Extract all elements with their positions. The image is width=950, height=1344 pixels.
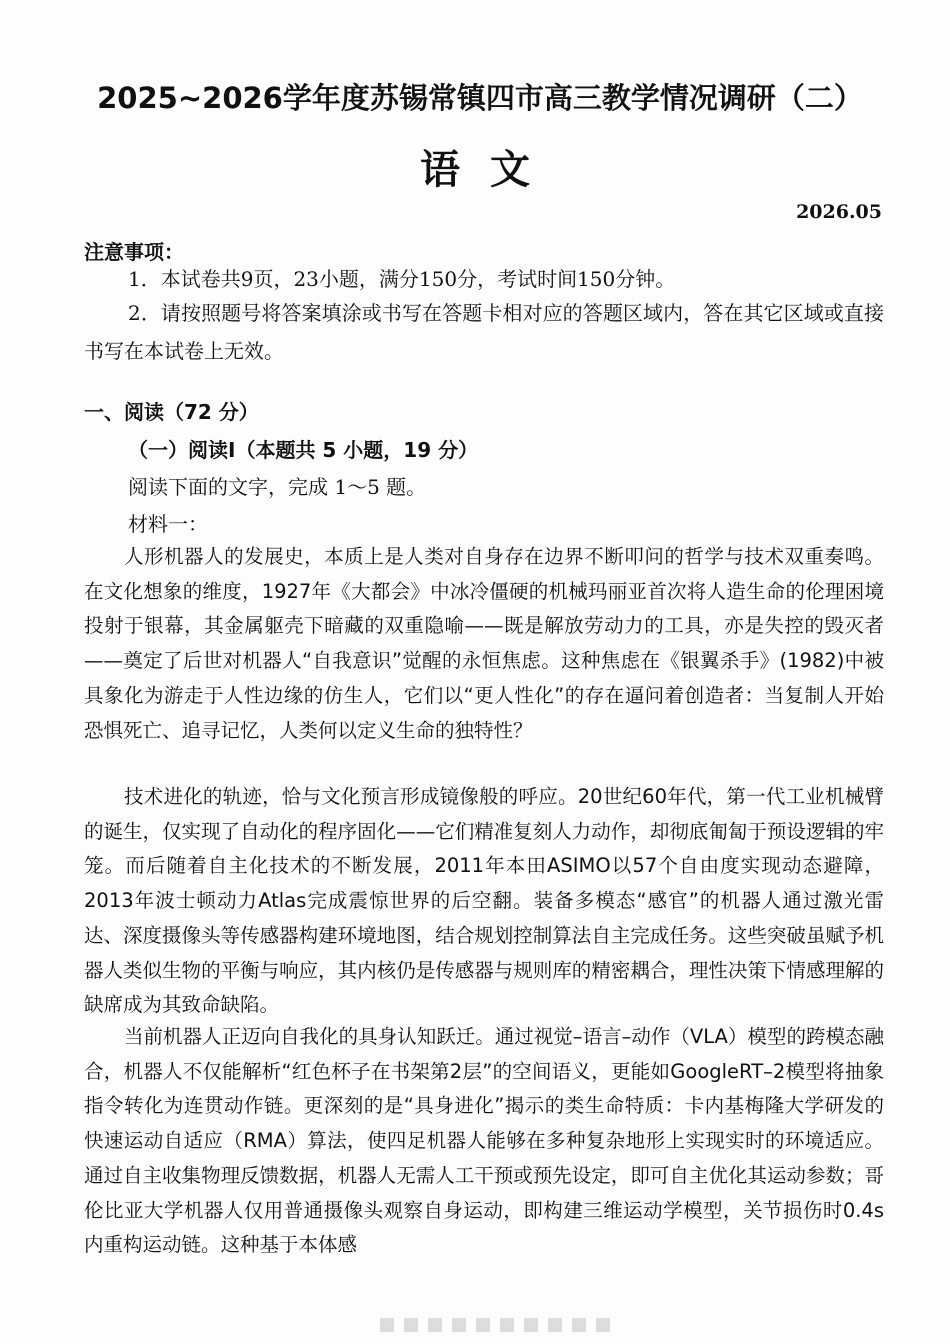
- page-footer-cut-off: [380, 1318, 620, 1332]
- notice-item-1: 1．本试卷共9页，23小题，满分150分，考试时间150分钟。: [128, 267, 676, 291]
- sub-heading-reading-1: （一）阅读Ⅰ（本题共 5 小题，19 分）: [128, 438, 479, 462]
- passage-paragraph-1: 人形机器人的发展史，本质上是人类对自身存在边界不断叩问的哲学与技术双重奏鸣。在文化想象的维度，1927年《大都会》中冰冷僵硬的机械玛丽亚首次将人造生命的伦理困境投射于银幕，其金属躯壳下暗藏的双重隐喻——既是解放劳动力的工具，亦是失控的毁灭者——奠定了后世对机器人“自我意识”觉醒的永恒焦虑。这种焦虑在《银翼杀手》(1982)中被具象化为游走于人性边缘的仿生人，它们以“更人性化”的存在逼问着创造者：当复制人开始恐惧死亡、追寻记忆，人类何以定义生命的独特性？: [84, 545, 884, 742]
- section-heading-reading: 一、阅读（72 分）: [84, 400, 259, 424]
- material-label: 材料一：: [128, 512, 208, 536]
- exam-title: 2025~2026学年度苏锡常镇四市高三教学情况调研（二）: [97, 81, 863, 115]
- notice-item-2: 2．请按照题号将答案填涂或书写在答题卡相对应的答题区域内，答在其它区域或直接书写在本试卷上无效。: [84, 301, 884, 363]
- passage-paragraph-2: 技术进化的轨迹，恰与文化预言形成镜像般的呼应。20世纪60年代，第一代工业机械臂的诞生，仅实现了自动化的程序固化——它们精准复刻人力动作，却彻底匍匐于预设逻辑的牢笼。而后随着自主化技术的不断发展，2011年本田ASIMO以57个自由度实现动态避障，2013年波士顿动力Atlas完成震惊世界的后空翻。装备多模态“感官”的机器人通过激光雷达、深度摄像头等传感器构建环境地图，结合规划控制算法自主完成任务。这些突破虽赋予机器人类似生物的平衡与响应，其内核仍是传感器与规则库的精密耦合，理性决策下情感理解的缺席成为其致命缺陷。: [84, 785, 884, 1017]
- subject-title: 语文: [420, 147, 560, 193]
- exam-date: 2026.05: [796, 201, 882, 223]
- reading-instruction: 阅读下面的文字，完成 1～5 题。: [128, 475, 427, 499]
- notice-heading: 注意事项：: [84, 240, 184, 264]
- passage-paragraph-3: 当前机器人正迈向自我化的具身认知跃迁。通过视觉–语言–动作（VLA）模型的跨模态融合，机器人不仅能解析“红色杯子在书架第2层”的空间语义，更能如GoogleRT–2模型将抽象指令转化为连贯动作链。更深刻的是“具身进化”揭示的类生命特质：卡内基梅隆大学研发的快速运动自适应（RMA）算法，使四足机器人能够在多种复杂地形上实现实时的环境适应。通过自主收集物理反馈数据，机器人无需人工干预或预先设定，即可自主优化其运动参数；哥伦比亚大学机器人仅用普通摄像头观察自身运动，即构建三维运动学模型，关节损伤时0.4s内重构运动链。这种基于本体感: [84, 1025, 884, 1257]
